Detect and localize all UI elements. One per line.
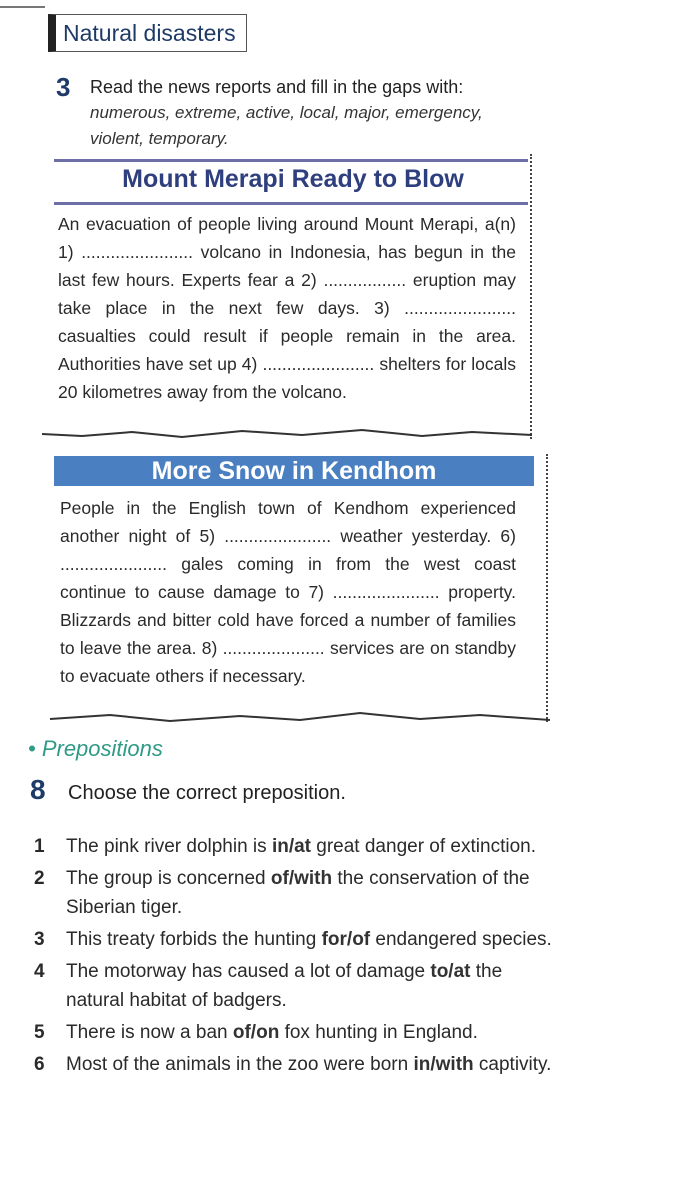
- exercise-8-instruction: Choose the correct preposition.: [68, 782, 346, 804]
- article-body: An evacuation of people living around Mount Merapi, a(n) 1) ....................... volcano in Indonesia, has begun in the last few hours. Experts fear a 2) ................. eruption may take place in the next few days. 3) ....................... casualties could result if people remain in the area. Authorities have set up 4) ....................... shelters for locals 20 kilometres away from the volcano.: [58, 214, 516, 402]
- torn-edge: [530, 154, 532, 439]
- top-rule: [0, 6, 45, 8]
- preposition-choice[interactable]: of/on: [232, 1022, 280, 1043]
- preposition-choice[interactable]: in/at: [271, 836, 311, 857]
- list-item: [34, 925, 554, 954]
- item-number: 5: [34, 1022, 45, 1043]
- torn-bottom-edge: [50, 710, 550, 724]
- article-headline: More Snow in Kendhom: [54, 456, 534, 486]
- torn-bottom-edge: [42, 426, 532, 440]
- item-text: This treaty forbids the hunting: [66, 929, 322, 950]
- item-text: great danger of extinction.: [311, 836, 536, 857]
- item-text: captivity.: [473, 1054, 552, 1075]
- item-number: 6: [34, 1054, 45, 1075]
- item-text: The motorway has caused a lot of damage: [66, 961, 431, 982]
- list-item: [34, 1050, 554, 1079]
- headline-rule-top: [54, 159, 528, 162]
- exercise-8-number: 8: [30, 774, 46, 805]
- list-item: [34, 832, 554, 861]
- item-text: There is now a ban: [66, 1022, 233, 1043]
- item-text: the conservation of the Siberian tiger.: [66, 868, 530, 918]
- headline-rule-bottom: [54, 202, 528, 205]
- list-item: [34, 864, 554, 922]
- item-text: fox hunting in England.: [279, 1022, 478, 1043]
- exercise-8-list: [34, 832, 554, 1082]
- word-list: numerous, extreme, active, local, major, emergency, violent, temporary.: [90, 103, 483, 148]
- item-text: Most of the animals in the zoo were born: [66, 1054, 414, 1075]
- exercise-3-instruction: [90, 74, 520, 152]
- prepositions-heading: • Prepositions: [28, 736, 163, 761]
- article-headline: Mount Merapi Ready to Blow: [122, 165, 464, 193]
- article-merapi: [42, 150, 532, 440]
- preposition-choice[interactable]: in/with: [413, 1054, 474, 1075]
- exercise-3-number: 3: [56, 72, 71, 102]
- preposition-choice[interactable]: for/of: [321, 929, 371, 950]
- preposition-choice[interactable]: to/at: [430, 961, 471, 982]
- item-number: 1: [34, 836, 45, 857]
- item-text: The pink river dolphin is: [66, 836, 272, 857]
- article-body: People in the English town of Kendhom experienced another night of 5) ...................... weather yesterday. 6) ...................... gales coming in from the west coast continue to cause damage to 7) ...................... property. Blizzards and bitter cold have forced a number of families to leave the area. 8) ..................... services are on standby to evacuate others if necessary.: [60, 498, 516, 686]
- item-number: 4: [34, 961, 45, 982]
- list-item: [34, 1018, 554, 1047]
- torn-edge: [546, 454, 548, 722]
- section-title: Natural disasters: [48, 14, 247, 52]
- item-text: endangered species.: [370, 929, 552, 950]
- item-number: 2: [34, 868, 45, 889]
- list-item: [34, 957, 554, 1015]
- instruction-text: Read the news reports and fill in the gaps with:: [90, 77, 464, 97]
- item-text: The group is concerned: [66, 868, 271, 889]
- item-text: the natural habitat of badgers.: [66, 961, 503, 1011]
- article-kendhom: [50, 452, 550, 724]
- item-number: 3: [34, 929, 45, 950]
- preposition-choice[interactable]: of/with: [270, 868, 333, 889]
